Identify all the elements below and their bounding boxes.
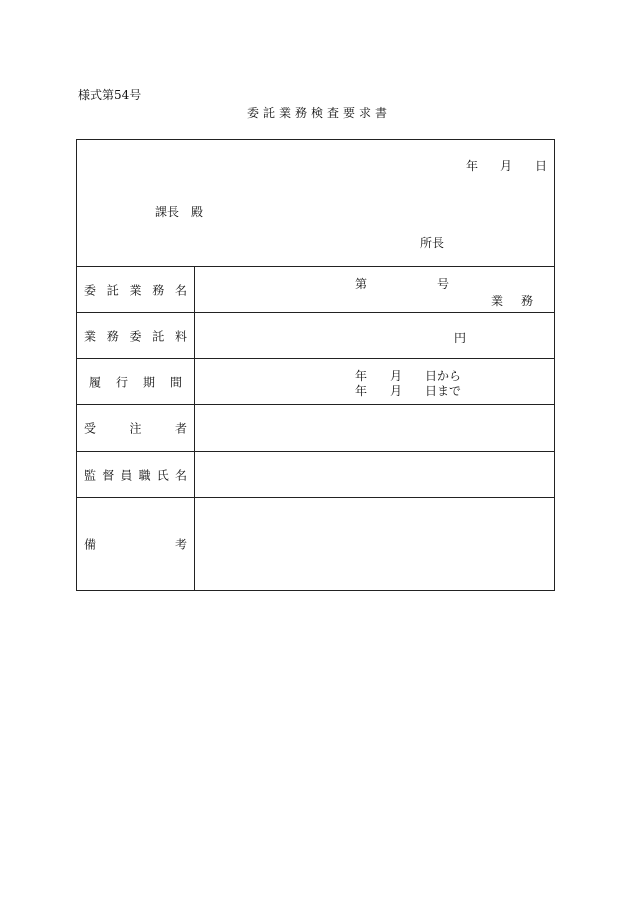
row-label: 業 務 委 託 料 [84, 329, 187, 343]
sender: 所長 [420, 236, 445, 250]
contract-work-suffix: 業 務 [491, 294, 537, 308]
end-day: 日まで [425, 384, 462, 398]
row-label: 委 託 業 務 名 [84, 283, 187, 297]
label-cell [77, 267, 195, 312]
end-month: 月 [390, 384, 403, 398]
row-label: 履 行 期 間 [89, 375, 182, 389]
remarks-value[interactable] [195, 498, 554, 590]
label-cell [77, 313, 195, 358]
row-contractor [77, 405, 554, 452]
start-day: 日から [425, 369, 462, 383]
row-label: 備 考 [84, 537, 187, 552]
start-year: 年 [355, 369, 368, 383]
row-contract-fee [77, 313, 554, 359]
date-day-label: 日 [535, 159, 548, 173]
row-remarks [77, 498, 554, 590]
inspection-request-form [76, 139, 555, 591]
document-title: 委託業務検査要求書 [246, 106, 391, 120]
supervisor-value[interactable] [195, 452, 554, 497]
contract-fee-value[interactable] [195, 313, 554, 358]
contract-no-suffix: 号 [437, 277, 450, 291]
date-year-label: 年 [466, 159, 479, 173]
addressee: 課長 殿 [155, 205, 204, 219]
date-month-label: 月 [500, 159, 513, 173]
form-header [77, 140, 554, 267]
work-name-value[interactable] [195, 267, 554, 312]
row-period [77, 359, 554, 405]
row-label: 受 注 者 [84, 421, 187, 436]
label-cell [77, 498, 195, 590]
contractor-value[interactable] [195, 405, 554, 451]
fee-unit: 円 [454, 331, 467, 345]
start-month: 月 [390, 369, 403, 383]
label-cell [77, 359, 195, 404]
row-supervisor [77, 452, 554, 498]
label-cell [77, 405, 195, 451]
row-work-name [77, 267, 554, 313]
row-label: 監 督 員 職 氏 名 [84, 468, 187, 482]
label-cell [77, 452, 195, 497]
form-number: 様式第54号 [78, 88, 142, 102]
period-value[interactable] [195, 359, 554, 404]
end-year: 年 [355, 384, 368, 398]
contract-no-prefix: 第 [355, 277, 368, 291]
